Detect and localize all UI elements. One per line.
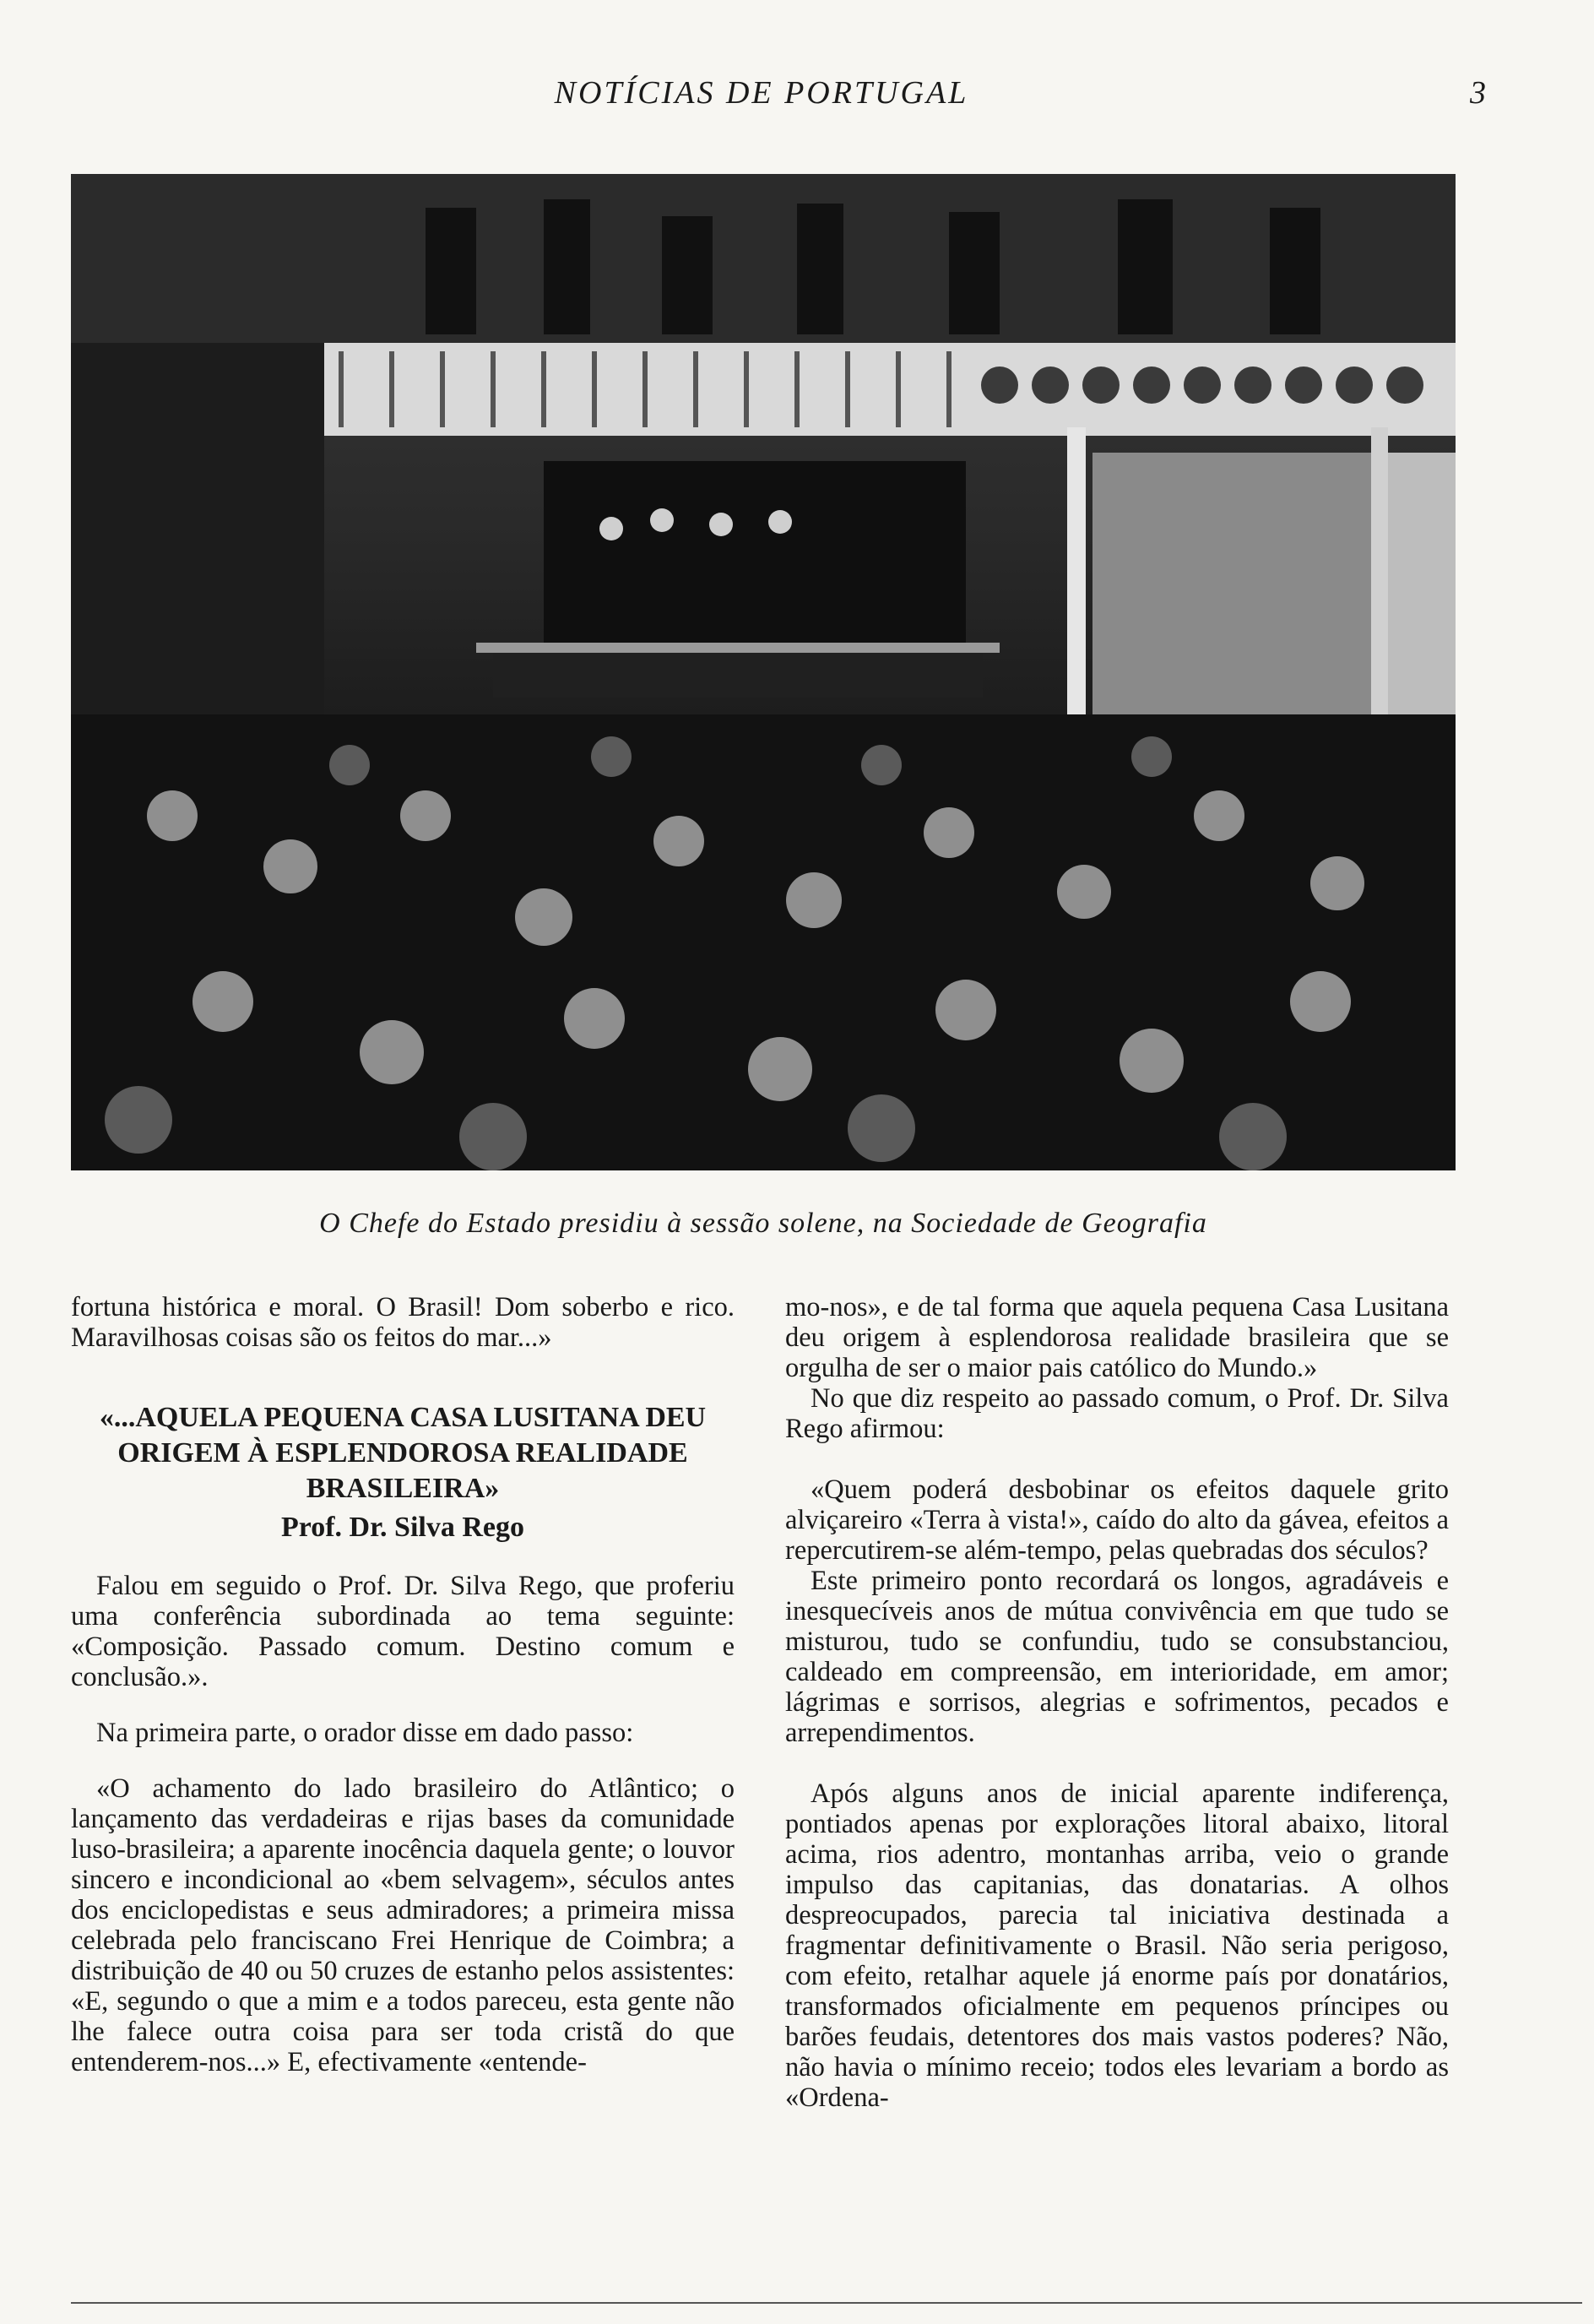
left-paragraph-3: Na primeira parte, o orador disse em dado passo: [96,1718,634,1748]
journal-title: NOTÍCIAS DE PORTUGAL [554,75,969,111]
right-column [785,1292,1449,2113]
bottom-rule [71,2302,1582,2304]
left-column [71,1292,735,2077]
section-heading: «...AQUELA PEQUENA CASA LUSITANA DEU ORIGEM À ESPLENDOROSA REALIDADE BRASILEIRA» [99,1402,707,1504]
right-paragraph-3: «Quem poderá desbobinar os efeitos daquele grito alviçareiro «Terra à vista!», caído do alto da gávea, efeitos a repercutirem-se além-tempo, pelas quebradas dos séculos? [785,1474,1449,1566]
right-paragraph-5: Após alguns anos de inicial aparente indiferença, pontiados apenas por explorações litoral abaixo, litoral acima, rios adentro, montanhas arriba, veio o grande impulso das capitanias, das donatarias. A olhos despreocupados, parecia tal iniciativa destinada a fragmentar definitivamente o Brasil. Não seria perigoso, com efeito, retalhar aquele já enorme país por donatários, transformados oficialmente em pequenos príncipes ou barões feudais, detentores dos mais vastos poderes? Não, não havia o mínimo receio; todos eles levariam a bordo as «Ordena- [785,1778,1449,2113]
running-header [71,74,1486,117]
right-paragraph-1: mo-nos», e de tal forma que aquela pequena Casa Lusitana deu origem à esplendorosa realidade brasileira que se orgulha de ser o maior pais católico do Mundo.» [785,1292,1449,1383]
hall-scene-illustration [71,174,1456,1170]
left-paragraph-2: Falou em seguido o Prof. Dr. Silva Rego, que proferiu uma conferência subordinada ao tema seguinte: «Composição. Passado comum. Destino comum e conclusão.». [71,1571,735,1692]
section-byline: Prof. Dr. Silva Rego [280,1512,525,1543]
page-number: 3 [1470,75,1486,111]
ceremony-photo [71,174,1456,1170]
right-paragraph-4: Este primeiro ponto recordará os longos, agradáveis e inesquecíveis anos de mútua convivência em que tudo se misturou, tudo se confundiu, tudo se consubstanciou, caldeado em compreensão, em interioridade, em amor; lágrimas e sorrisos, alegrias e sofrimentos, pecados e arrependimentos. [785,1566,1449,1748]
right-paragraph-2: No que diz respeito ao passado comum, o Prof. Dr. Silva Rego afirmou: [785,1383,1449,1444]
left-paragraph-1: fortuna histórica e moral. O Brasil! Dom soberbo e rico. Maravilhosas coisas são os feitos do mar...» [71,1292,735,1353]
left-paragraph-4: «O achamento do lado brasileiro do Atlântico; o lançamento das verdadeiras e rijas bases da comunidade luso-brasileira; a aparente inocência daquela gente; o louvor sincero e incondicional ao «bem selvagem», séculos antes dos enciclopedistas e seus admiradores; a primeira missa celebrada pelo franciscano Frei Henrique de Coimbra; a distribuição de 40 ou 50 cruzes de estanho pelos assistentes: «E, segundo o que a mim e a todos pareceu, esta gente não lhe falece outra coisa para ser toda cristã do que entenderem-nos...» E, efectivamente «entende- [71,1773,735,2077]
photo-caption: O Chefe do Estado presidiu à sessão solene, na Sociedade de Geografia [319,1208,1207,1239]
